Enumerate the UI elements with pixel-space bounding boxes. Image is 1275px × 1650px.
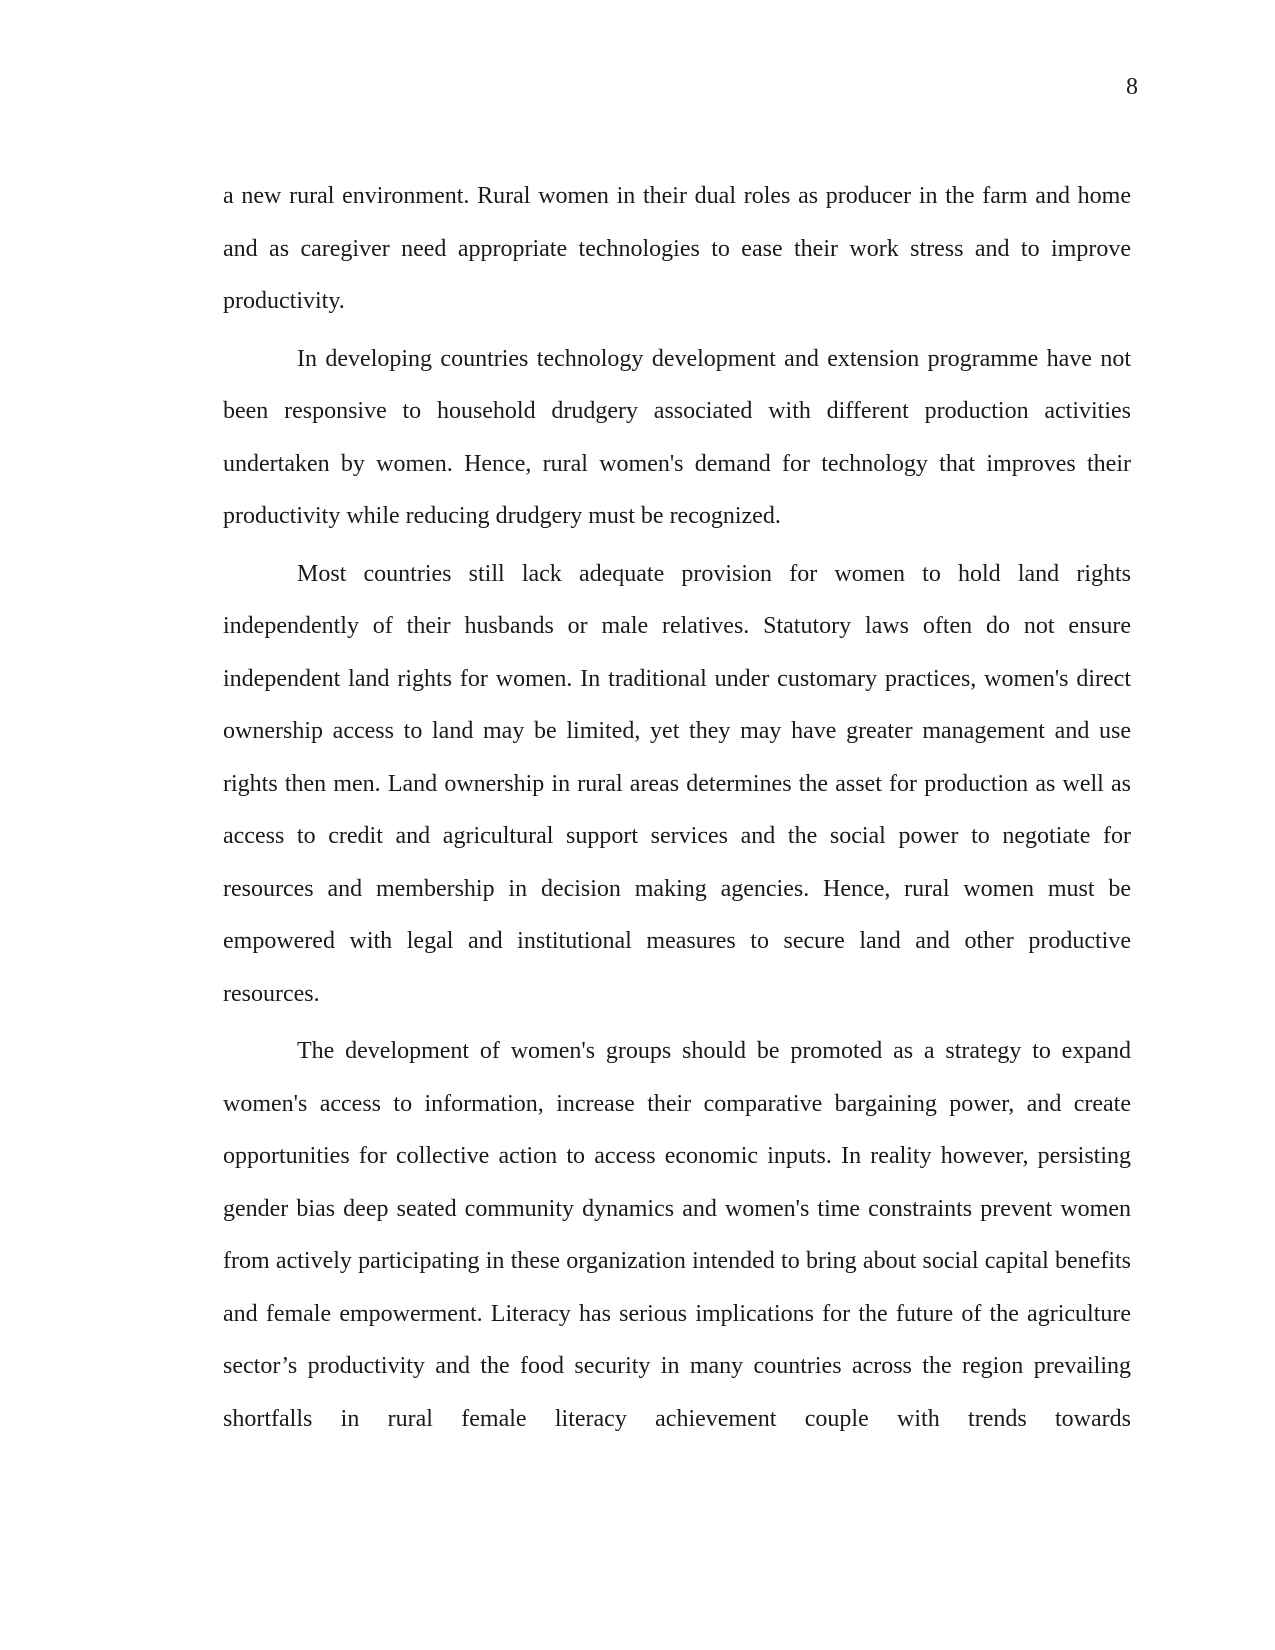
paragraph: In developing countries technology development and extension programme have not been responsive to household drudgery associated with different production activities undertaken by women. Hence, rural women's demand for technology that improves their productivity while reducing drudgery must be recognized. <box>223 345 1131 529</box>
paragraph: a new rural environment. Rural women in their dual roles as producer in the farm and home and as caregiver need appropriate technologies to ease their work stress and to improve productivity. <box>223 183 1131 314</box>
page-number: 8 <box>1126 74 1138 100</box>
paragraph: Most countries still lack adequate provision for women to hold land rights independently of their husbands or male relatives. Statutory laws often do not ensure independent land rights for women. In traditional under customary practices, women's direct ownership access to land may be limited, yet they may have greater management and use rights then men. Land ownership in rural areas determines the asset for production as well as access to credit and agricultural support services and the social power to negotiate for resources and membership in decision making agencies. Hence, rural women must be empowered with legal and institutional measures to secure land and other productive resources. <box>223 560 1131 1007</box>
paragraph: The development of women's groups should be promoted as a strategy to expand women's access to information, increase their comparative bargaining power, and create opportunities for collective action to access economic inputs. In reality however, persisting gender bias deep seated community dynamics and women's time constraints prevent women from actively participating in these organization intended to bring about social capital benefits and female empowerment. Literacy has serious implications for the future of the agriculture sector’s productivity and the food security in many countries across the region prevailing shortfalls in rural female literacy achievement couple with trends towards <box>223 1038 1131 1432</box>
document-body <box>223 170 1131 1450</box>
